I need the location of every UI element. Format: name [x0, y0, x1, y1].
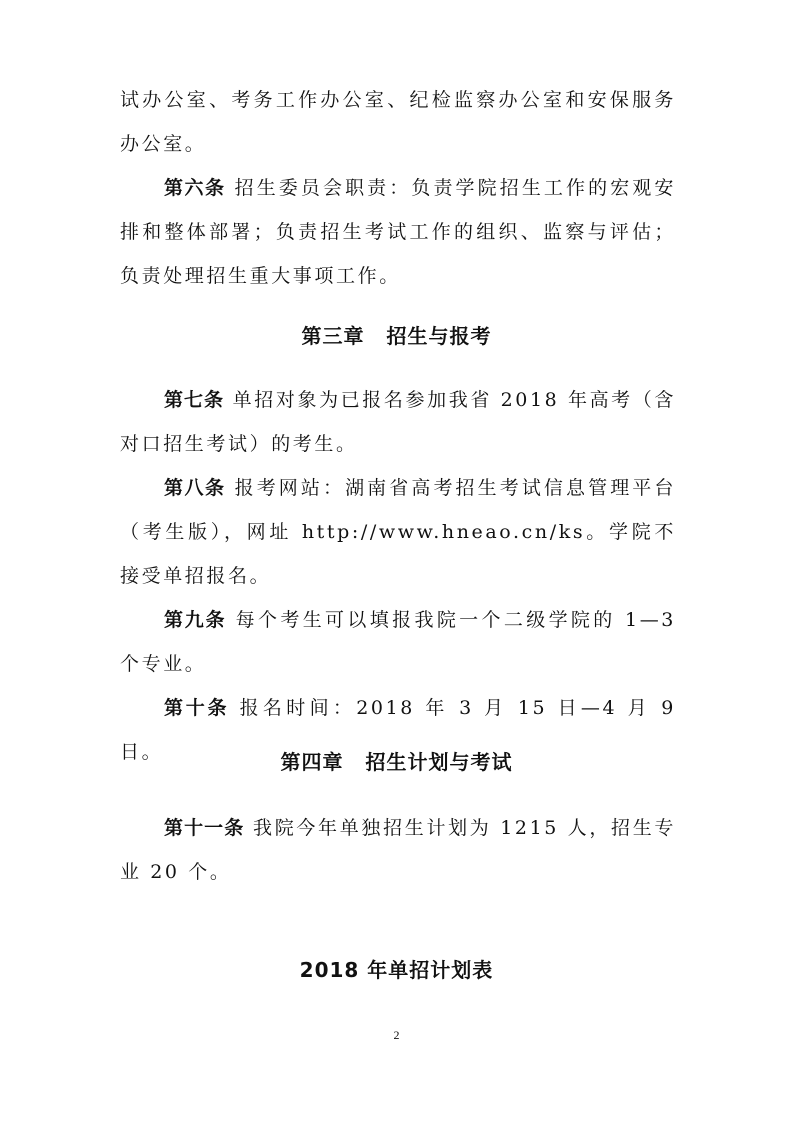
- chapter-4-heading: [0, 748, 793, 776]
- chapter-number: 第三章: [301, 324, 365, 348]
- article-label: 第十一条: [164, 817, 245, 839]
- article-6: [120, 166, 676, 298]
- paragraph-text: 试办公室、考务工作办公室、纪检监察办公室和安保服务办公室。: [120, 89, 676, 155]
- article-text: 单招对象为已报名参加我省 2018 年高考（含对口招生考试）的考生。: [120, 389, 676, 455]
- chapter-title: 招生计划与考试: [365, 750, 513, 774]
- article-label: 第十条: [164, 697, 230, 719]
- paragraph-office-list: [120, 78, 676, 166]
- table-title: 2018 年单招计划表: [299, 958, 494, 982]
- article-label: 第八条: [164, 477, 226, 499]
- article-text: 招生委员会职责：负责学院招生工作的宏观安排和整体部署；负责招生考试工作的组织、监察与评估；负责处理招生重大事项工作。: [120, 177, 676, 287]
- article-label: 第九条: [164, 609, 227, 631]
- article-8: [120, 466, 676, 598]
- article-label: 第七条: [164, 389, 225, 411]
- chapter-title: 招生与报考: [386, 324, 492, 348]
- article-9: [120, 598, 676, 686]
- chapter-3-heading: [0, 322, 793, 350]
- article-7: [120, 378, 676, 466]
- article-text: 报名时间：2018 年 3 月 15 日—4 月 9 日。: [120, 697, 676, 763]
- chapter-number: 第四章: [280, 750, 344, 774]
- page-number: 2: [393, 1028, 400, 1042]
- article-11: [120, 806, 676, 894]
- article-text: 报考网站：湖南省高考招生考试信息管理平台（考生版），网址 http://www.hneao.cn/ks。学院不接受单招报名。: [120, 477, 676, 587]
- article-text: 我院今年单独招生计划为 1215 人，招生专业 20 个。: [120, 817, 676, 883]
- article-label: 第六条: [164, 177, 226, 199]
- article-text: 每个考生可以填报我院一个二级学院的 1—3 个专业。: [120, 609, 676, 675]
